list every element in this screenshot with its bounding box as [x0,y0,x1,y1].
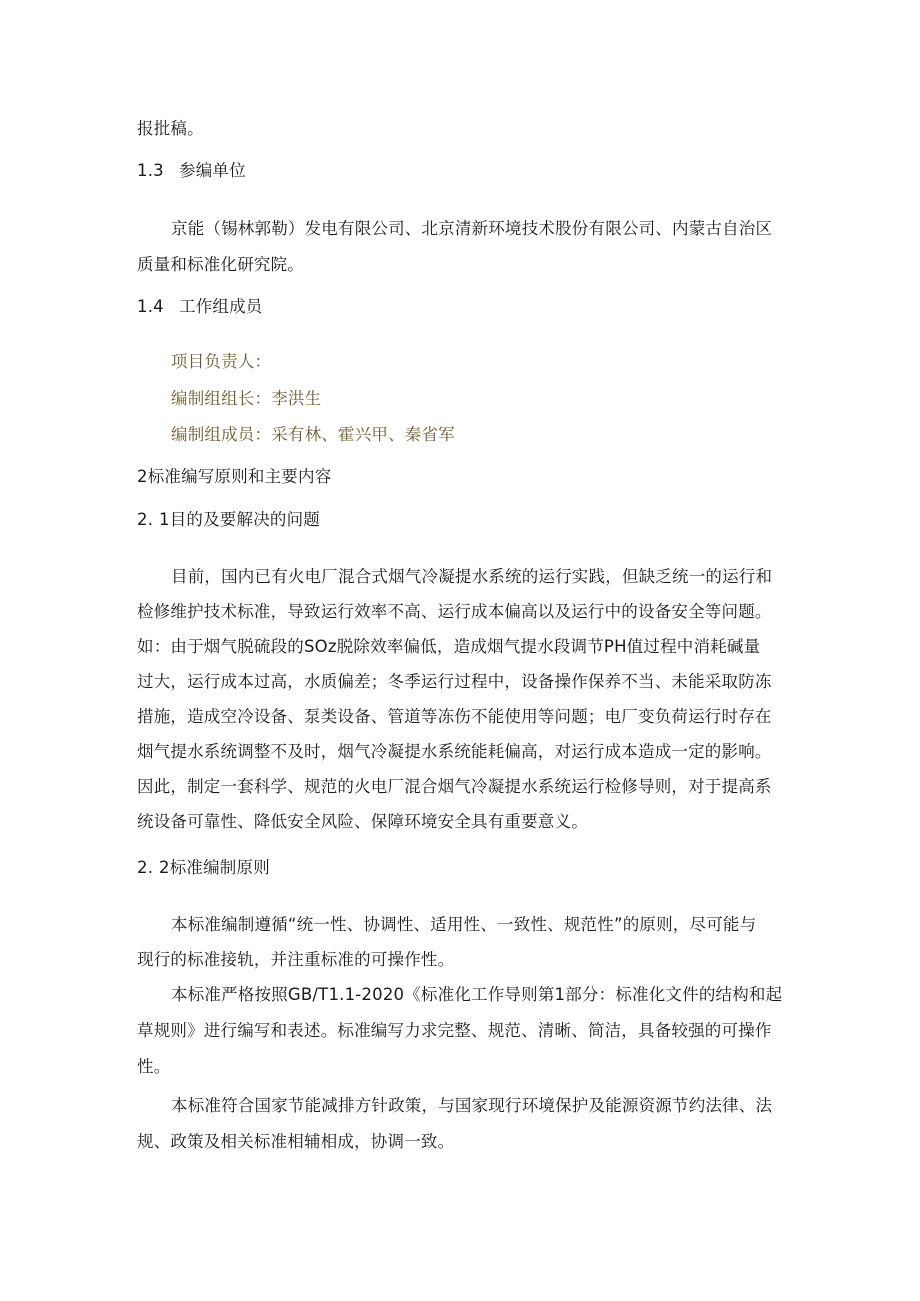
paragraph-line: 报批稿。 [137,119,204,138]
section-number: 2. [137,510,154,529]
paragraph-line: 统设备可靠性、降低安全风险、保障环境安全具有重要意义。 [137,812,588,831]
section-title: 2标准编制原则 [159,858,270,877]
group-leader-line: 编制组组长：李洪生 [171,389,322,408]
paragraph-line: 因此，制定一套科学、规范的火电厂混合烟气冷凝提水系统运行检修导则，对于提高系 [137,777,772,796]
project-leader-line: 项目负责人： [171,352,272,371]
section-heading-1-4 [137,296,263,318]
section-heading-2-1 [137,509,320,531]
paragraph-line: 现行的标准接轨，并注重标准的可操作性。 [137,950,455,969]
chapter-heading-2: 2标准编写原则和主要内容 [137,467,332,486]
section-number: 2. [137,858,154,877]
paragraph-line: 本标准编制遵循“统一性、协调性、适用性、一致性、规范性”的原则，尽可能与 [171,915,757,934]
paragraph-line: 性。 [137,1057,171,1076]
paragraph-line: 规、政策及相关标准相辅相成，协调一致。 [137,1132,455,1151]
group-members-line: 编制组成员：采有林、霍兴甲、秦省军 [171,425,455,444]
paragraph-line: 目前，国内已有火电厂混合式烟气冷凝提水系统的运行实践，但缺乏统一的运行和 [171,567,773,586]
paragraph-line: 措施，造成空冷设备、泵类设备、管道等冻伤不能使用等问题；电厂变负荷运行时存在 [137,707,772,726]
section-heading-1-3 [137,160,246,182]
section-title: 1目的及要解决的问题 [159,510,320,529]
paragraph-line: 烟气提水系统调整不及时，烟气冷凝提水系统能耗偏高，对运行成本造成一定的影响。 [137,742,772,761]
paragraph-line: 质量和标准化研究院。 [137,255,304,274]
paragraph-line: 本标准严格按照GB/T1.1-2020《标准化工作导则第1部分：标准化文件的结构和起 [171,985,783,1004]
section-number: 1.4 [137,297,164,316]
paragraph-line: 过大，运行成本过高，水质偏差；冬季运行过程中，设备操作保养不当、未能采取防冻 [137,672,772,691]
paragraph-line: 如：由于烟气脱硫段的SOz脱除效率偏低，造成烟气提水段调节PH值过程中消耗碱量 [137,637,761,656]
paragraph-line: 京能（锡林郭勒）发电有限公司、北京清新环境技术股份有限公司、内蒙古自治区 [171,219,773,238]
section-number: 1.3 [137,161,164,180]
paragraph-line: 检修维护技术标准，导致运行效率不高、运行成本偏高以及运行中的设备安全等问题。 [137,602,772,621]
section-title: 参编单位 [179,161,246,180]
section-heading-2-2 [137,857,270,879]
paragraph-line: 草规则》进行编写和表述。标准编写力求完整、规范、清晰、简洁，具备较强的可操作 [137,1021,772,1040]
section-title: 工作组成员 [179,297,263,316]
paragraph-line: 本标准符合国家节能减排方针政策，与国家现行环境保护及能源资源节约法律、法 [171,1096,773,1115]
